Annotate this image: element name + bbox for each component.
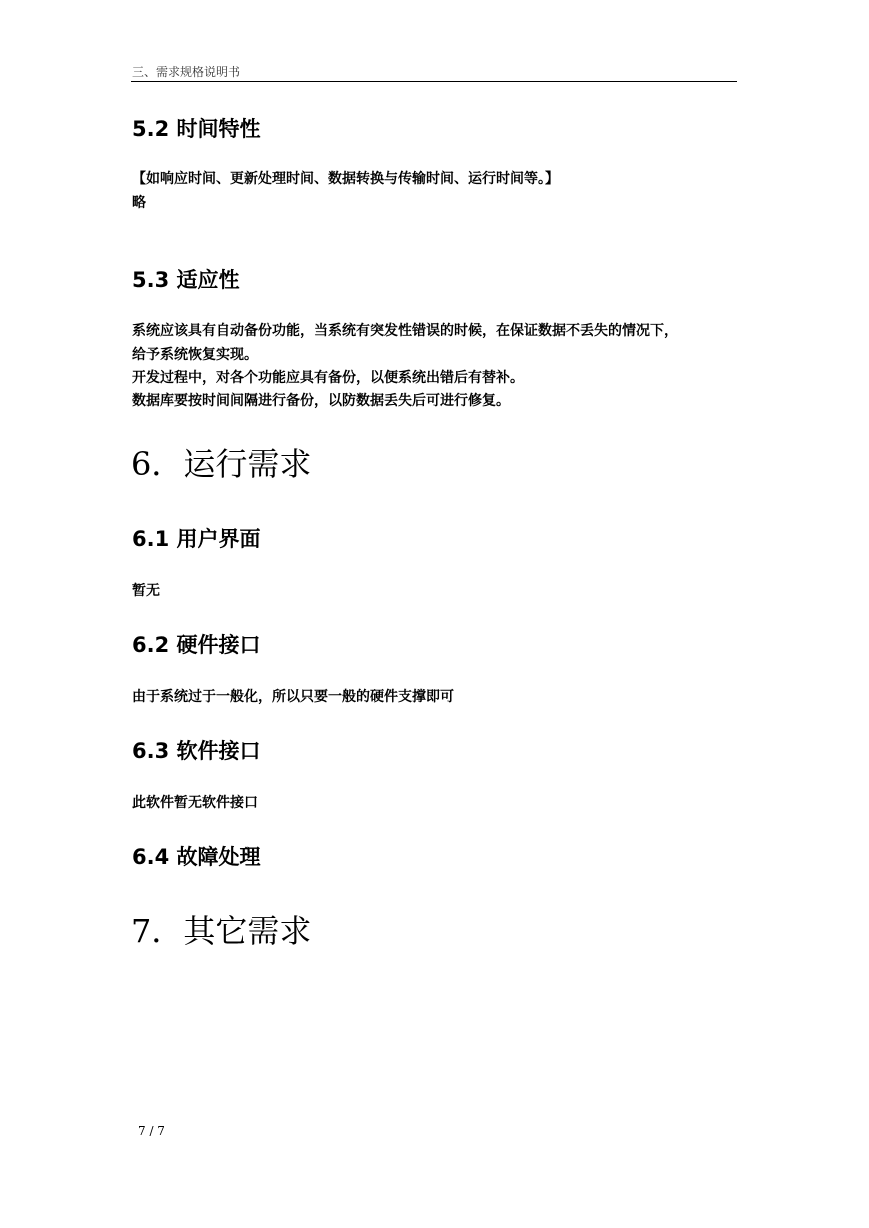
paragraph-line: 开发过程中，对各个功能应具有备份，以便系统出错后有替补。 bbox=[132, 370, 524, 386]
section-heading-5-3: 5.3 适应性 bbox=[132, 268, 240, 292]
section-heading-6-4: 6.4 故障处理 bbox=[132, 845, 261, 869]
paragraph-line: 略 bbox=[132, 195, 146, 211]
paragraph-line: 数据库要按时间间隔进行备份，以防数据丢失后可进行修复。 bbox=[132, 393, 510, 409]
header-rule bbox=[131, 81, 737, 82]
section-heading-6-1: 6.1 用户界面 bbox=[132, 527, 261, 551]
paragraph-line: 此软件暂无软件接口 bbox=[132, 795, 258, 811]
paragraph-line: 暂无 bbox=[132, 583, 160, 599]
paragraph-line: 给予系统恢复实现。 bbox=[132, 347, 258, 363]
running-header-title: 三、需求规格说明书 bbox=[132, 65, 241, 79]
section-heading-6-2: 6.2 硬件接口 bbox=[132, 633, 261, 657]
section-heading-6-3: 6.3 软件接口 bbox=[132, 739, 261, 763]
paragraph-line: 由于系统过于一般化，所以只要一般的硬件支撑即可 bbox=[132, 689, 454, 705]
chapter-heading-6: 6．运行需求 bbox=[131, 445, 312, 483]
section-heading-5-2: 5.2 时间特性 bbox=[132, 117, 261, 141]
paragraph-line: 【如响应时间、更新处理时间、数据转换与传输时间、运行时间等。】 bbox=[132, 171, 559, 187]
page-number: 7 / 7 bbox=[138, 1124, 165, 1138]
chapter-heading-7: 7．其它需求 bbox=[131, 912, 312, 950]
paragraph-line: 系统应该具有自动备份功能，当系统有突发性错误的时候，在保证数据不丢失的情况下， bbox=[132, 323, 678, 339]
